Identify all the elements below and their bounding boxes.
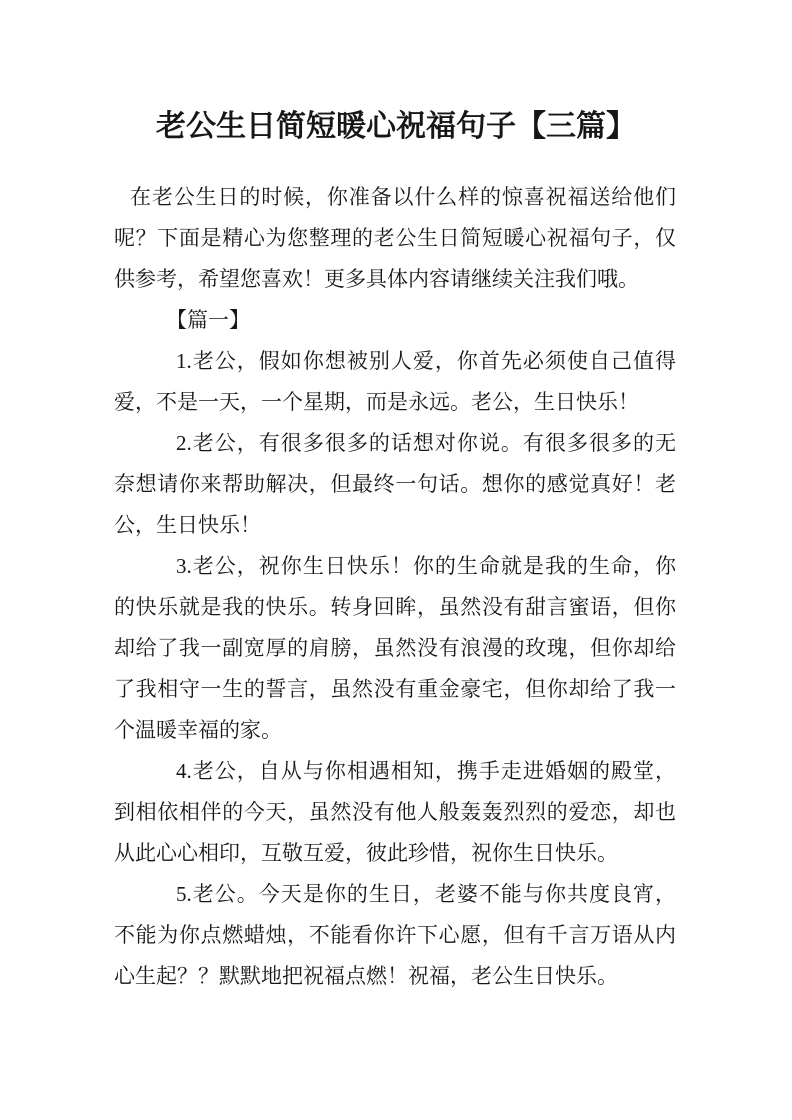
text-line: 心生起？？默默地把祝福点燃！祝福，老公生日快乐。 bbox=[114, 964, 618, 988]
section-heading: 【篇一】 bbox=[166, 308, 250, 332]
text-line: 个温暖幸福的家。 bbox=[114, 718, 282, 742]
text-line: 3.老公，祝你生日快乐！你的生命就是我的生命，你 bbox=[176, 554, 676, 578]
text-line: 却给了我一副宽厚的肩膀，虽然没有浪漫的玫瑰，但你却给 bbox=[114, 636, 676, 660]
text-line: 公，生日快乐！ bbox=[114, 513, 261, 537]
text-line: 2.老公，有很多很多的话想对你说。有很多很多的无 bbox=[176, 431, 676, 455]
document-body bbox=[114, 177, 676, 997]
text-line: 爱，不是一天，一个星期，而是永远。老公，生日快乐！ bbox=[114, 390, 639, 414]
document-title: 老公生日简短暖心祝福句子【三篇】 bbox=[156, 110, 636, 143]
text-line: 5.老公。今天是你的生日，老婆不能与你共度良宵， bbox=[176, 882, 676, 906]
text-line: 奈想请你来帮助解决，但最终一句话。想你的感觉真好！老 bbox=[114, 472, 676, 496]
text-line: 在老公生日的时候，你准备以什么样的惊喜祝福送给他们 bbox=[130, 185, 676, 209]
text-line: 了我相守一生的誓言，虽然没有重金豪宅，但你却给了我一 bbox=[114, 677, 676, 701]
text-line: 到相依相伴的今天，虽然没有他人般轰轰烈烈的爱恋，却也 bbox=[114, 800, 676, 824]
text-line: 的快乐就是我的快乐。转身回眸，虽然没有甜言蜜语，但你 bbox=[114, 595, 676, 619]
text-line: 不能为你点燃蜡烛，不能看你许下心愿，但有千言万语从内 bbox=[114, 923, 676, 947]
text-line: 呢？下面是精心为您整理的老公生日简短暖心祝福句子，仅 bbox=[114, 226, 676, 250]
text-line: 4.老公，自从与你相遇相知，携手走进婚姻的殿堂， bbox=[176, 759, 676, 783]
text-line: 供参考，希望您喜欢！更多具体内容请继续关注我们哦。 bbox=[114, 267, 639, 291]
text-line: 从此心心相印，互敬互爱，彼此珍惜，祝你生日快乐。 bbox=[114, 841, 618, 865]
text-line: 1.老公，假如你想被别人爱，你首先必须使自己值得 bbox=[176, 349, 676, 373]
